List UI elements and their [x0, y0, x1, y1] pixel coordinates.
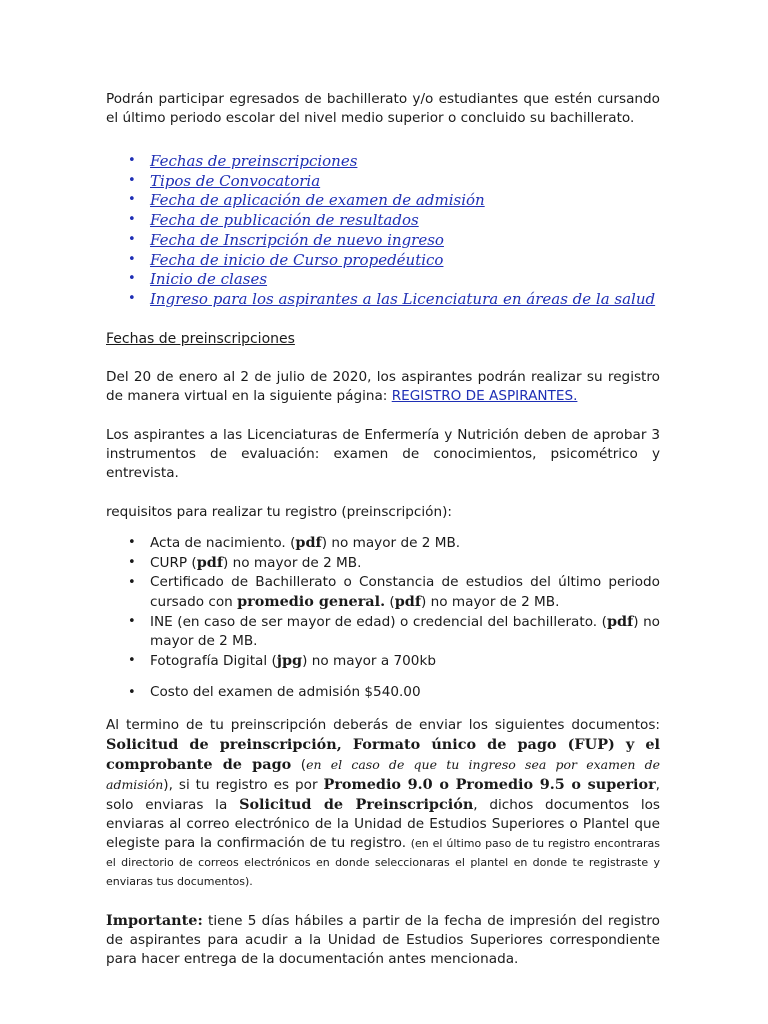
toc-link-resultados[interactable]: Fecha de publicación de resultados: [150, 211, 419, 230]
toc-item-inscripcion: [106, 231, 660, 251]
requirements-intro: requisitos para realizar tu registro (preinscripción):: [106, 503, 452, 520]
toc-item-clases: [106, 270, 660, 290]
toc-item-propedeutico: [106, 251, 660, 271]
requirement-text: Certificado de Bachillerato o Constancia de estudios del último periodo cursado con: [150, 573, 660, 610]
requirement-format: jpg: [276, 651, 303, 669]
toc-item-examen: [106, 191, 660, 211]
requirement-text: ) no mayor de 2 MB.: [321, 534, 461, 551]
requirement-item: [106, 573, 660, 612]
toc-link-clases[interactable]: Inicio de clases: [150, 270, 268, 289]
toc-link-convocatoria[interactable]: Tipos de Convocatoria: [150, 171, 321, 190]
requirement-format: pdf: [295, 533, 322, 551]
requirement-format: pdf: [394, 592, 422, 610]
documents-required: Solicitud de preinscripción, Formato único de pago (FUP) y el comprobante de pago: [106, 735, 660, 773]
documents-text: , dichos documentos los enviaras al correo electrónico de la Unidad de Estudios Superiores o Plantel que elegiste para la confirmación de tu registro.: [106, 796, 660, 851]
documents-text: , solo enviaras la: [106, 776, 660, 813]
toc-link-propedeutico[interactable]: Fecha de inicio de Curso propedéutico: [150, 250, 444, 269]
requirement-item: [106, 651, 660, 671]
toc-link-salud[interactable]: Ingreso para los aspirantes a las Licenciatura en áreas de la salud: [150, 289, 656, 308]
toc-item-preinscripciones: [106, 152, 660, 172]
requirement-text: (: [385, 593, 395, 610]
document-page: [106, 90, 660, 969]
registration-text: Del 20 de enero al 2 de julio de 2020, los aspirantes podrán realizar su registro de manera virtual en la siguiente página:: [106, 368, 660, 404]
cost-item: • Costo del examen de admisión $540.00: [106, 683, 660, 702]
requirement-text: ) no mayor de 2 MB.: [223, 554, 362, 571]
intro-paragraph: Podrán participar egresados de bachillerato y/o estudiantes que estén cursando el último periodo escolar del nivel medio superior o concluido su bachillerato.: [106, 91, 660, 126]
requirements-list: [106, 533, 660, 671]
documents-small-note: (en el último paso de tu registro encontraras el directorio de correos electrónicos en donde seleccionaras el plantel en donde te registraste y enviaras tus documentos).: [106, 836, 660, 888]
nursing-paragraph: Los aspirantes a las Licenciaturas de Enfermería y Nutrición deben de aprobar 3 instrumentos de evaluación: examen de conocimientos, psicométrico y entrevista.: [106, 426, 660, 481]
documents-text: (: [291, 756, 307, 773]
documents-text: ), si tu registro es por: [163, 776, 324, 793]
toc-item-resultados: [106, 211, 660, 231]
toc-item-convocatoria: [106, 172, 660, 192]
requirement-item: [106, 533, 660, 553]
documents-note-italic: en el caso de que tu ingreso sea por examen de admisión: [106, 756, 661, 792]
toc-link-preinscripciones[interactable]: Fechas de preinscripciones: [150, 152, 358, 170]
cost-list: [106, 683, 660, 702]
requirement-format: pdf: [196, 553, 224, 571]
registro-aspirantes-link[interactable]: REGISTRO DE ASPIRANTES.: [391, 387, 578, 404]
requirement-text: ) no mayor a 700kb: [302, 652, 436, 669]
requirement-text: CURP (: [150, 554, 197, 571]
requirement-text: Acta de nacimiento. (: [150, 534, 296, 551]
documents-solicitud: Solicitud de Preinscripción: [239, 795, 474, 813]
requirement-emphasis: promedio general.: [237, 592, 386, 610]
table-of-contents: [106, 152, 660, 310]
toc-link-inscripcion[interactable]: Fecha de Inscripción de nuevo ingreso: [150, 230, 444, 249]
important-text: tiene 5 días hábiles a partir de la fecha de impresión del registro de aspirantes para acudir a la Unidad de Estudios Superiores correspondiente para hacer entrega de la documentación antes mencionada.: [106, 912, 660, 967]
documents-paragraph: [106, 716, 660, 891]
registration-paragraph: [106, 368, 660, 406]
requirement-text: ) no mayor de 2 MB.: [150, 613, 661, 649]
requirement-item: [106, 553, 660, 573]
requirement-format: pdf: [606, 612, 634, 630]
section-heading: Fechas de preinscripciones: [106, 330, 295, 347]
important-paragraph: [106, 911, 660, 969]
requirement-text: Fotografía Digital (: [150, 652, 277, 669]
documents-average: Promedio 9.0 o Promedio 9.5 o superior: [323, 775, 656, 793]
requirement-text: INE (en caso de ser mayor de edad) o credencial del bachillerato. (: [150, 613, 607, 630]
requirement-text: ) no mayor de 2 MB.: [421, 593, 560, 610]
requirement-item: [106, 612, 660, 651]
toc-link-examen[interactable]: Fecha de aplicación de examen de admisión: [150, 191, 485, 210]
toc-item-salud: [106, 290, 660, 310]
documents-text: Al termino de tu preinscripción deberás de enviar los siguientes documentos:: [106, 716, 660, 733]
important-label: Importante:: [106, 911, 203, 929]
